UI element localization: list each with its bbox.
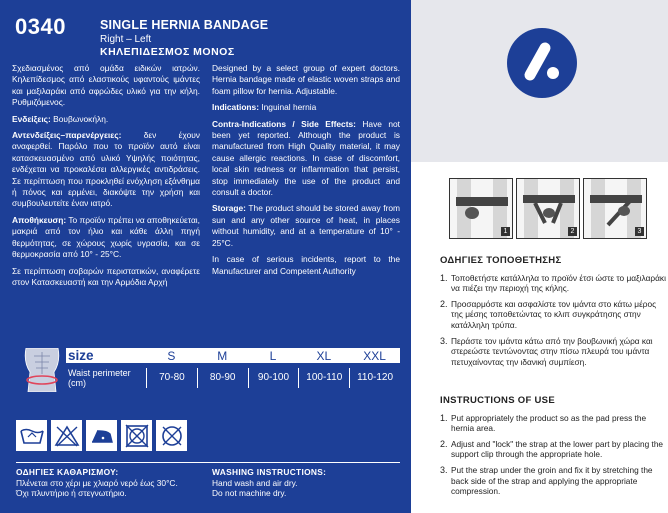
english-contra-text: Have not been yet reported. Although the product is manufactured from High Quality material, it may cause allergic reactions. In case of discomfort, local skin redness or inflammation that persist, stop immediately the use of the product and consult a doctor. [212, 118, 400, 198]
greek-care-line: Όχι πλυντήριο ή στεγνωτήριο. [16, 488, 127, 498]
english-storage-text: The product should be stored away from sun and any other source of heat, in places without humidity, and at a temperature of 10° - 25°C. [212, 203, 400, 248]
english-instructions-title: INSTRUCTIONS OF USE [440, 395, 555, 406]
list-item: 1. Put appropriately the product so as the pad press the hernia area. [440, 413, 666, 434]
no-bleach-icon [51, 420, 82, 451]
size-value: 100-110 [298, 368, 349, 388]
size-header-row [66, 348, 400, 363]
size-l: L [269, 348, 277, 363]
english-instructions [440, 396, 666, 502]
greek-storage-text: Το προϊόν πρέπει να αποθηκεύεται, μακριά από τον ήλιο και κάθε άλλη πηγή θερμότητας, σε χώρους χωρίς υγρασία, και σε θερμοκρασία από 10° - 25°C. [12, 214, 200, 260]
list-item: 3. Put the strap under the groin and fix it by stretching the back side of the strap and applying the appropriate compression. [440, 465, 666, 497]
greek-storage [12, 215, 200, 261]
english-step-text: Put the strap under the groin and fix it by stretching the back side of the strap and applying the appropriate compression. [451, 464, 653, 497]
english-care-line: Hand wash and air dry. [212, 477, 298, 488]
english-care [212, 467, 402, 499]
greek-steps [440, 273, 666, 368]
product-code: 0340 [15, 14, 66, 39]
product-title: SINGLE HERNIA BANDAGE [100, 18, 269, 32]
size-values-row [66, 363, 400, 392]
greek-contra [12, 130, 200, 210]
english-indications-label: Indications: [212, 102, 259, 113]
brand-logo [507, 28, 577, 98]
step-number: 3 [635, 227, 644, 236]
english-care-title: WASHING INSTRUCTIONS: [212, 467, 327, 477]
iron-low-icon [86, 420, 117, 451]
size-m: M [217, 348, 228, 363]
greek-contra-text: δεν έχουν αναφερθεί. Παρόλο που το προϊόν αυτό είναι κατασκευασμένο από υλικό Υψηλής ποιότητας, ενδέχεται να προκαλέσει αλλεργικές αντιδράσεις. Σε περίπτωση που προκληθεί ενόχληση εξάνθημα ή πόνος και ερμένει, διακόψτε την χρήση και συμβουλευτείτε έναν ιατρό. [12, 130, 200, 209]
description-columns [12, 63, 400, 293]
english-storage-label: Storage: [212, 203, 246, 214]
size-xxl: XXL [363, 348, 386, 363]
care-divider [16, 462, 400, 463]
brand-logo-mark [507, 28, 577, 98]
english-intro: Designed by a select group of expert doctors. Hernia bandage made of elastic woven straps and foam pillow for hernia. Adjustable. [212, 63, 400, 96]
english-steps [440, 413, 666, 497]
size-table [66, 348, 400, 392]
fitting-photo [516, 178, 580, 239]
greek-instructions [440, 256, 666, 372]
list-item: 3. Περάστε τον ιμάντα κάτω από την βουβωνική χώρα και στερεώστε τεντώνοντας στην πίσω πλευρά του ιμάντα πετυχαίνοντας την ιδανική συμπίεση. [440, 336, 666, 368]
size-chart [12, 348, 400, 396]
product-greek-title: ΚΗΛΕΠΙΔΕΣΜΟΣ ΜΟΝΟΣ [100, 46, 235, 58]
no-tumble-dry-icon [121, 420, 152, 451]
care-icons [16, 420, 187, 451]
list-item: 1. Τοποθετήστε κατάλληλα το προϊόν έτσι ώστε το μαξιλαράκι να πιέζει την περιοχή της κήλης. [440, 272, 666, 294]
step-number: 1 [501, 227, 510, 236]
greek-step-text: Περάστε τον ιμάντα κάτω από την βουβωνική χώρα και στερεώστε τεντώνοντας στην πίσω πλευρά του ιμάντα πετυχαίνοντας την ιδανική συμπίεση. [451, 335, 653, 367]
torso-illustration [16, 348, 68, 392]
title-block [100, 18, 268, 58]
logo-area [411, 0, 668, 162]
english-contra [212, 119, 400, 199]
fitting-photo [583, 178, 647, 239]
fitting-photo [449, 178, 513, 239]
greek-step-text: Τοποθετήστε κατάλληλα το προϊόν έτσι ώστε το μαξιλαράκι να πιέζει την περιοχή της κήλης. [451, 272, 666, 294]
greek-instructions-title: ΟΔΗΓΙΕΣ ΤΟΠΟΘΕΤΗΣΗΣ [440, 255, 562, 266]
size-xl: XL [316, 348, 332, 363]
greek-step-text: Προσαρμόστε και ασφαλίστε τον ιμάντα στο κάτω μέρος της μέσης τοποθετώντας το κλιπ συγκράτησης στην κατάλληλη τρύπα. [451, 298, 657, 330]
size-value: 70-80 [146, 368, 197, 388]
english-care-line: Do not machine dry. [212, 488, 287, 498]
greek-indications [12, 114, 200, 125]
no-dry-clean-icon [156, 420, 187, 451]
list-item: 2. Adjust and "lock" the strap at the lower part by placing the support clip through the appropriate hole. [440, 439, 666, 460]
size-value: 80-90 [197, 368, 248, 388]
greek-indications-label: Ενδείξεις: [12, 113, 51, 124]
list-item: 2. Προσαρμόστε και ασφαλίστε τον ιμάντα στο κάτω μέρος της μέσης τοποθετώντας το κλιπ συγκράτησης στην κατάλληλη τρύπα. [440, 299, 666, 331]
english-step-text: Adjust and "lock" the strap at the lower part by placing the support clip through the appropriate hole. [451, 438, 664, 460]
english-storage [212, 203, 400, 249]
step-number: 2 [568, 227, 577, 236]
greek-care-title: ΟΔΗΓΙΕΣ ΚΑΘΑΡΙΣΜΟΥ: [16, 467, 119, 477]
size-value: 90-100 [248, 368, 299, 388]
greek-column [12, 63, 200, 293]
greek-indications-text: Βουβωνοκήλη. [50, 113, 109, 124]
greek-care-line: Πλένεται στο χέρι με χλιαρό νερό έως 30°C. [16, 477, 178, 488]
english-step-text: Put appropriately the product so as the pad press the hernia area. [451, 412, 647, 434]
hand-wash-icon [16, 420, 47, 451]
english-indications-text: Inguinal hernia [259, 102, 317, 113]
size-header-label: size [68, 348, 94, 363]
size-value: 110-120 [349, 368, 400, 388]
english-column [212, 63, 400, 293]
greek-care [16, 467, 206, 499]
english-contra-label: Contra-Indications / Side Effects: [212, 118, 356, 129]
waist-label: Waist perimeter (cm) [68, 367, 131, 388]
english-incident: In case of serious incidents, report to the Manufacturer and Competent Authority [212, 254, 400, 276]
greek-intro: Σχεδιασμένος από ομάδα ειδικών ιατρών. Κηλεπίδεσμος από ελαστικούς υφαντούς ιμάντες και μαξιλαράκι από αφρώδες υλικό για την κήλη. Ρυθμιζόμενος. [12, 63, 200, 108]
greek-incident: Σε περίπτωση σοβαρών περιστατικών, αναφέρετε στον Κατασκευαστή και την Αρμόδια Αρχή [12, 265, 200, 287]
right-panel [411, 0, 668, 513]
greek-contra-label: Αντενδείξεις–παρενέργειες: [12, 130, 122, 141]
fitting-photos [449, 178, 647, 239]
size-s: S [167, 348, 176, 363]
english-indications [212, 102, 400, 113]
greek-storage-label: Αποθήκευση: [12, 214, 67, 225]
product-subtitle: Right – Left [100, 34, 152, 45]
